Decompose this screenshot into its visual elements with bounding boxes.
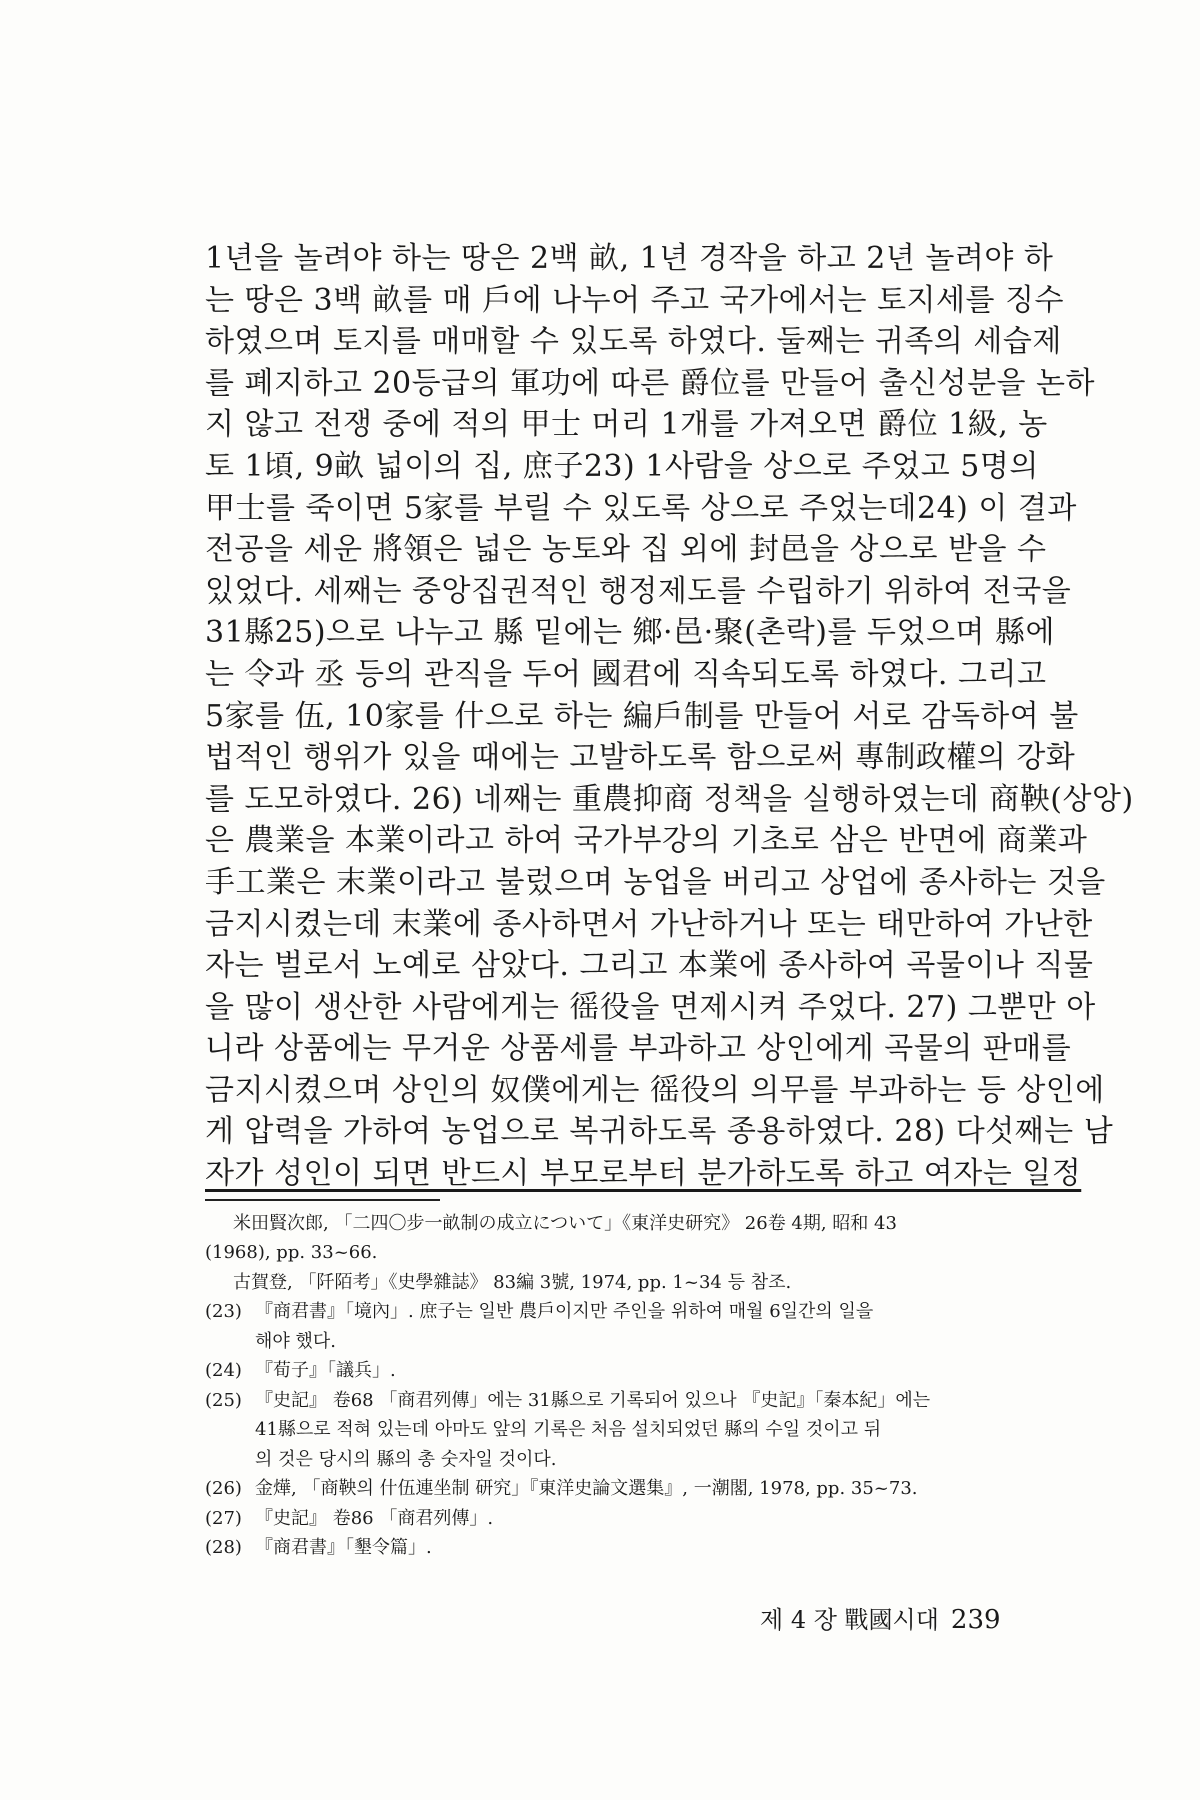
continued-footnote-line: (1968), pp. 33~66. [205,1242,378,1264]
footnote-24 [205,1356,1035,1386]
continued-footnote-line: 米田賢次郎, 「二四〇步一畝制の成立について」《東洋史研究》 26卷 4期, 昭和 43 [233,1212,897,1234]
footnote-text: 『荀子』「議兵」. [255,1360,396,1382]
body-line: 법적인 행위가 있을 때에는 고발하도록 함으로써 專制政權의 강화 [205,740,1076,776]
body-line: 지 않고 전쟁 중에 적의 甲士 머리 1개를 가져오면 爵位 1級, 농 [205,407,1048,443]
body-line: 을 많이 생산한 사람에게는 徭役을 면제시켜 주었다. 27) 그뿐만 아 [205,989,1096,1025]
body-line: 전공을 세운 將領은 넓은 농토와 집 외에 封邑을 상으로 받을 수 [205,532,1047,568]
footnote-number: (23) [205,1301,242,1323]
footnote-text: 해야 했다. [255,1330,336,1352]
footnote-number: (26) [205,1478,242,1500]
chapter-title: 제 4 장 戰國시대 [760,1606,939,1634]
body-line: 금지시켰는데 末業에 종사하면서 가난하거나 또는 태만하여 가난한 [205,906,1093,942]
body-line: 하였으며 토지를 매매할 수 있도록 하였다. 둘째는 귀족의 세습제 [205,324,1062,360]
body-line: 자가 성인이 되면 반드시 부모로부터 분가하도록 하고 여자는 일정 [205,1156,1082,1192]
body-text [205,238,1134,1195]
footnote-number: (24) [205,1360,242,1382]
body-line: 를 폐지하고 20등급의 軍功에 따른 爵位를 만들어 출신성분을 논하 [205,365,1096,401]
body-line: 5家를 伍, 10家를 什으로 하는 編戶制를 만들어 서로 감독하여 불 [205,698,1079,734]
footnotes [205,1209,1035,1563]
footnote-text: 41縣으로 적혀 있는데 아마도 앞의 기록은 처음 설치되었던 縣의 수일 것이고 뒤 [255,1419,882,1441]
footnote-text: 『史記』 卷86 「商君列傳」. [255,1507,494,1529]
body-line: 게 압력을 가하여 농업으로 복귀하도록 종용하였다. 28) 다섯째는 남 [205,1114,1114,1150]
running-footer [760,1600,1060,1635]
body-line: 甲士를 죽이면 5家를 부릴 수 있도록 상으로 주었는데24) 이 결과 [205,490,1077,526]
body-line: 는 令과 丞 등의 관직을 두어 國君에 직속되도록 하였다. 그리고 [205,656,1047,692]
footnote-text: 『史記』 卷68 「商君列傳」에는 31縣으로 기록되어 있으나 『史記』「秦本紀」에는 [255,1389,931,1411]
continued-footnote-line: 古賀登, 「阡陌考」《史學雜誌》 83編 3號, 1974, pp. 1~34 등 참조. [233,1271,792,1293]
body-line: 자는 벌로서 노예로 삼았다. 그리고 本業에 종사하여 곡물이나 직물 [205,948,1094,984]
footnote-text: 『商君書』「境內」. 庶子는 일반 農戶이지만 주인을 위하여 매월 6일간의 일을 [255,1301,874,1323]
body-line: 를 도모하였다. 26) 네째는 重農抑商 정책을 실행하였는데 商鞅(상앙) [205,781,1134,817]
page-number: 239 [950,1605,1001,1635]
body-line: 31縣25)으로 나누고 縣 밑에는 鄉·邑·聚(촌락)를 두었으며 縣에 [205,615,1055,651]
body-line: 토 1頃, 9畝 넓이의 집, 庶子23) 1사람을 상으로 주었고 5명의 [205,448,1039,484]
footnote-28 [205,1533,1035,1563]
body-line: 手工業은 末業이라고 불렀으며 농업을 버리고 상업에 종사하는 것을 [205,864,1106,900]
body-line: 있었다. 세째는 중앙집권적인 행정제도를 수립하기 위하여 전국을 [205,573,1072,609]
footnote-text: 『商君書』「墾令篇」. [255,1537,432,1559]
body-line: 는 땅은 3백 畝를 매 戶에 나누어 주고 국가에서는 토지세를 징수 [205,282,1064,318]
footnote-number: (25) [205,1389,242,1411]
footnote-text: 金燁, 「商鞅의 什伍連坐制 研究」『東洋史論文選集』, 一潮閣, 1978, pp. 35~73. [255,1478,918,1500]
footnote-27 [205,1504,1035,1534]
footnote-number: (28) [205,1537,242,1559]
footnote-26 [205,1474,1035,1504]
footnote-23 [205,1297,1035,1356]
footnote-text: 의 것은 당시의 縣의 총 숫자일 것이다. [255,1448,557,1470]
footnote-number: (27) [205,1507,242,1529]
page-content [205,238,1134,1563]
body-line: 금지시켰으며 상인의 奴僕에게는 徭役의 의무를 부과하는 등 상인에 [205,1072,1105,1108]
footnote-divider [205,1199,440,1201]
body-line: 1년을 놀려야 하는 땅은 2백 畝, 1년 경작을 하고 2년 놀려야 하 [205,241,1054,276]
footnote-25 [205,1386,1035,1475]
body-line: 은 農業을 本業이라고 하여 국가부강의 기초로 삼은 반면에 商業과 [205,823,1088,859]
body-line: 니라 상품에는 무거운 상품세를 부과하고 상인에게 곡물의 판매를 [205,1031,1072,1067]
